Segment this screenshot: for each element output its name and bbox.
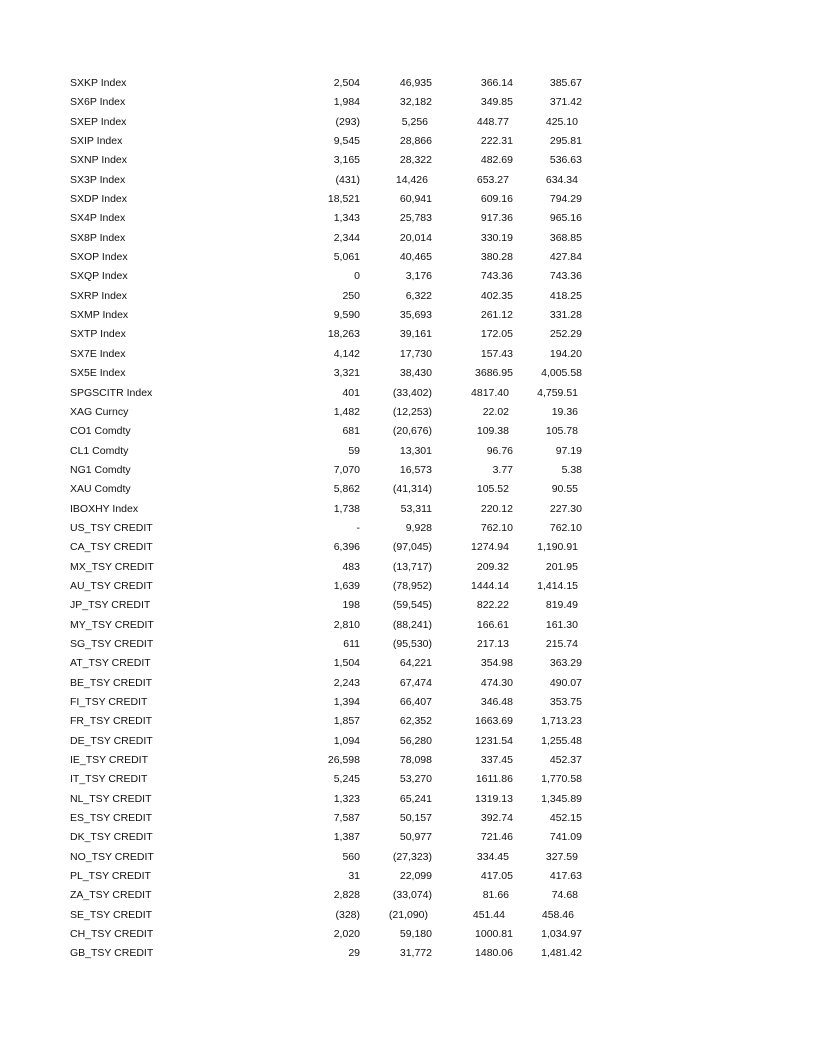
value-a-cell: 9,545 [333, 135, 360, 148]
value-c-cell: 166.61 [476, 618, 509, 631]
value-a-cell: 2,243 [333, 676, 360, 689]
value-c-cell: 380.28 [480, 251, 513, 264]
table-row [70, 906, 590, 925]
value-b-cell: (20,676) [392, 425, 432, 438]
value-a-cell: 7,070 [333, 463, 360, 476]
instrument-name-cell: SX5E Index [70, 367, 126, 380]
instrument-name-cell: NL_TSY CREDIT [70, 792, 152, 805]
table-row [70, 209, 590, 228]
value-b-cell: 3,176 [405, 270, 432, 283]
value-d-cell: 1,255.48 [541, 734, 582, 747]
value-b-cell: 38,430 [399, 367, 432, 380]
value-b-cell: 46,935 [399, 77, 432, 89]
value-a-cell: - [356, 521, 360, 534]
value-a-cell: 1,343 [333, 212, 360, 225]
value-c-cell: 417.05 [480, 870, 513, 883]
value-a-cell: 59 [348, 444, 360, 457]
value-d-cell: 427.84 [549, 251, 582, 264]
table-row [70, 345, 590, 364]
table-row [70, 828, 590, 847]
value-d-cell: 331.28 [549, 309, 582, 322]
table-row [70, 500, 590, 519]
value-d-cell: 201.95 [545, 560, 578, 573]
instrument-name-cell: GB_TSY CREDIT [70, 947, 154, 960]
value-b-cell: (97,045) [392, 541, 432, 554]
instrument-name-cell: JP_TSY CREDIT [70, 599, 151, 612]
table-row [70, 538, 590, 557]
value-d-cell: 363.29 [549, 657, 582, 670]
value-a-cell: 198 [342, 599, 360, 612]
value-c-cell: 653.27 [476, 173, 509, 186]
table-row [70, 751, 590, 770]
instrument-name-cell: IT_TSY CREDIT [70, 773, 148, 786]
value-a-cell: 31 [348, 870, 360, 883]
instrument-name-cell: SX4P Index [70, 212, 126, 225]
value-a-cell: 3,165 [333, 154, 360, 167]
value-c-cell: 261.12 [480, 309, 513, 322]
value-d-cell: 90.55 [551, 483, 578, 496]
value-c-cell: 334.45 [476, 850, 509, 863]
value-a-cell: 1,857 [333, 715, 360, 728]
instrument-name-cell: IBOXHY Index [70, 502, 139, 515]
value-a-cell: 1,738 [333, 502, 360, 515]
value-d-cell: 105.78 [545, 425, 578, 438]
value-d-cell: 743.36 [549, 270, 582, 283]
value-b-cell: (78,952) [392, 579, 432, 592]
instrument-name-cell: CL1 Comdty [70, 444, 129, 457]
value-a-cell: 1,323 [333, 792, 360, 805]
value-c-cell: 22.02 [482, 405, 509, 418]
value-b-cell: (21,090) [388, 908, 428, 921]
value-b-cell: 6,322 [405, 289, 432, 302]
instrument-name-cell: US_TSY CREDIT [70, 521, 153, 534]
table-row [70, 151, 590, 170]
value-a-cell: 0 [354, 270, 360, 283]
value-d-cell: 19.36 [551, 405, 578, 418]
value-b-cell: 50,157 [399, 812, 432, 825]
value-b-cell: (27,323) [392, 850, 432, 863]
value-a-cell: 483 [342, 560, 360, 573]
value-c-cell: 1480.06 [475, 947, 513, 960]
value-c-cell: 1231.54 [475, 734, 513, 747]
value-c-cell: 157.43 [480, 347, 513, 360]
value-c-cell: 3.77 [492, 463, 513, 476]
value-a-cell: 1,639 [333, 579, 360, 592]
value-c-cell: 4817.40 [471, 386, 509, 399]
value-a-cell: 1,482 [333, 405, 360, 418]
value-b-cell: 66,407 [399, 696, 432, 708]
table-row [70, 229, 590, 248]
value-d-cell: 385.67 [549, 77, 582, 89]
value-a-cell: 2,810 [333, 618, 360, 631]
instrument-name-cell: SXRP Index [70, 289, 128, 302]
value-d-cell: 5.38 [561, 463, 582, 476]
table-row [70, 616, 590, 635]
value-b-cell: (33,402) [392, 386, 432, 399]
instrument-name-cell: SXDP Index [70, 193, 128, 206]
value-a-cell: 18,263 [327, 328, 360, 341]
value-d-cell: 368.85 [549, 231, 582, 244]
value-d-cell: 741.09 [549, 831, 582, 844]
instrument-name-cell: CA_TSY CREDIT [70, 541, 153, 554]
value-a-cell: 1,984 [333, 96, 360, 109]
value-d-cell: 353.75 [549, 696, 582, 708]
instrument-name-cell: SG_TSY CREDIT [70, 637, 154, 650]
value-d-cell: 634.34 [545, 173, 578, 186]
value-a-cell: (328) [335, 908, 360, 921]
value-b-cell: 28,866 [399, 135, 432, 148]
value-c-cell: 337.45 [480, 754, 513, 767]
instrument-name-cell: AU_TSY CREDIT [70, 579, 153, 592]
value-d-cell: 819.49 [545, 599, 578, 612]
value-a-cell: 560 [342, 850, 360, 863]
instrument-name-cell: ES_TSY CREDIT [70, 812, 153, 825]
value-c-cell: 392.74 [480, 812, 513, 825]
value-d-cell: 536.63 [549, 154, 582, 167]
value-d-cell: 965.16 [549, 212, 582, 225]
value-b-cell: (13,717) [392, 560, 432, 573]
value-a-cell: 3,321 [333, 367, 360, 380]
value-a-cell: 5,061 [333, 251, 360, 264]
instrument-name-cell: SXNP Index [70, 154, 128, 167]
value-d-cell: 161.30 [545, 618, 578, 631]
value-d-cell: 418.25 [549, 289, 582, 302]
instrument-name-cell: SX8P Index [70, 231, 126, 244]
value-d-cell: 794.29 [549, 193, 582, 206]
value-b-cell: (59,545) [392, 599, 432, 612]
value-c-cell: 1663.69 [475, 715, 513, 728]
value-a-cell: 2,020 [333, 928, 360, 941]
value-c-cell: 1319.13 [475, 792, 513, 805]
table-row [70, 886, 590, 905]
value-d-cell: 371.42 [549, 96, 582, 109]
value-d-cell: 762.10 [549, 521, 582, 534]
value-a-cell: 18,521 [327, 193, 360, 206]
instrument-name-cell: MX_TSY CREDIT [70, 560, 154, 573]
value-a-cell: 1,394 [333, 696, 360, 708]
value-c-cell: 109.38 [476, 425, 509, 438]
value-c-cell: 743.36 [480, 270, 513, 283]
instrument-name-cell: DE_TSY CREDIT [70, 734, 153, 747]
value-d-cell: 490.07 [549, 676, 582, 689]
value-a-cell: 1,504 [333, 657, 360, 670]
instrument-name-cell: ZA_TSY CREDIT [70, 889, 152, 902]
instrument-name-cell: SX6P Index [70, 96, 126, 109]
value-b-cell: 31,772 [399, 947, 432, 960]
value-d-cell: 1,414.15 [537, 579, 578, 592]
value-a-cell: (431) [335, 173, 360, 186]
value-b-cell: 53,311 [400, 502, 432, 515]
instrument-name-cell: SX3P Index [70, 173, 126, 186]
instrument-name-cell: PL_TSY CREDIT [70, 870, 151, 883]
value-c-cell: 609.16 [480, 193, 513, 206]
instrument-name-cell: NO_TSY CREDIT [70, 850, 154, 863]
table-row [70, 267, 590, 286]
value-b-cell: (41,314) [392, 483, 432, 496]
table-row [70, 132, 590, 151]
value-c-cell: 330.19 [480, 231, 513, 244]
value-a-cell: 250 [342, 289, 360, 302]
value-b-cell: 65,241 [399, 792, 432, 805]
value-c-cell: 762.10 [480, 521, 513, 534]
value-a-cell: 4,142 [333, 347, 360, 360]
value-a-cell: 401 [342, 386, 360, 399]
instrument-name-cell: AT_TSY CREDIT [70, 657, 151, 670]
table-row [70, 712, 590, 731]
table-row [70, 384, 590, 403]
value-b-cell: 39,161 [399, 328, 432, 341]
value-d-cell: 4,005.58 [541, 367, 582, 380]
value-d-cell: 327.59 [545, 850, 578, 863]
value-d-cell: 425.10 [545, 115, 578, 128]
instrument-name-cell: NG1 Comdty [70, 463, 131, 476]
value-c-cell: 451.44 [472, 908, 505, 921]
table-row [70, 364, 590, 383]
value-c-cell: 1444.14 [471, 579, 509, 592]
value-a-cell: 7,587 [333, 812, 360, 825]
table-row [70, 867, 590, 886]
value-a-cell: 5,862 [333, 483, 360, 496]
value-b-cell: 78,098 [399, 754, 432, 767]
table-row [70, 770, 590, 789]
instrument-name-cell: CO1 Comdty [70, 425, 131, 438]
instrument-name-cell: FR_TSY CREDIT [70, 715, 153, 728]
instrument-name-cell: BE_TSY CREDIT [70, 676, 153, 689]
instrument-name-cell: SXMP Index [70, 309, 129, 322]
value-c-cell: 346.48 [480, 696, 513, 708]
value-a-cell: 2,828 [333, 889, 360, 902]
instrument-name-cell: IE_TSY CREDIT [70, 754, 148, 767]
table-row [70, 848, 590, 867]
table-row [70, 577, 590, 596]
instrument-name-cell: SXKP Index [70, 77, 127, 89]
value-b-cell: 32,182 [399, 96, 432, 109]
value-c-cell: 209.32 [476, 560, 509, 573]
value-b-cell: 22,099 [399, 870, 432, 883]
value-c-cell: 1611.86 [475, 773, 513, 786]
value-c-cell: 402.35 [480, 289, 513, 302]
value-a-cell: 611 [343, 637, 360, 650]
table-row [70, 306, 590, 325]
value-a-cell: 29 [348, 947, 360, 960]
value-a-cell: 1,094 [333, 734, 360, 747]
instrument-name-cell: SXEP Index [70, 115, 127, 128]
value-b-cell: 5,256 [401, 115, 428, 128]
value-a-cell: 26,598 [327, 754, 360, 767]
table-row [70, 171, 590, 190]
value-a-cell: 2,344 [333, 231, 360, 244]
table-row [70, 809, 590, 828]
data-table [70, 74, 590, 964]
table-row [70, 403, 590, 422]
value-c-cell: 474.30 [480, 676, 513, 689]
value-d-cell: 1,034.97 [541, 928, 582, 941]
value-c-cell: 3686.95 [475, 367, 513, 380]
table-row [70, 925, 590, 944]
value-d-cell: 458.46 [541, 908, 574, 921]
value-c-cell: 448.77 [476, 115, 509, 128]
value-d-cell: 252.29 [549, 328, 582, 341]
value-d-cell: 74.68 [551, 889, 578, 902]
value-c-cell: 822.22 [476, 599, 509, 612]
instrument-name-cell: MY_TSY CREDIT [70, 618, 154, 631]
table-row [70, 732, 590, 751]
value-a-cell: 681 [342, 425, 360, 438]
value-c-cell: 1274.94 [471, 541, 509, 554]
value-b-cell: (95,530) [392, 637, 432, 650]
value-c-cell: 96.76 [486, 444, 513, 457]
table-row [70, 190, 590, 209]
value-b-cell: (12,253) [392, 405, 432, 418]
table-row [70, 422, 590, 441]
table-row [70, 674, 590, 693]
table-row [70, 442, 590, 461]
value-d-cell: 194.20 [549, 347, 582, 360]
table-row [70, 635, 590, 654]
table-row [70, 519, 590, 538]
instrument-name-cell: FI_TSY CREDIT [70, 696, 148, 708]
table-row [70, 944, 590, 963]
value-a-cell: (293) [335, 115, 360, 128]
instrument-name-cell: XAG Curncy [70, 405, 129, 418]
value-b-cell: 59,180 [399, 928, 432, 941]
value-c-cell: 354.98 [480, 657, 513, 670]
value-c-cell: 217.13 [476, 637, 509, 650]
value-c-cell: 366.14 [480, 77, 513, 89]
value-b-cell: 62,352 [399, 715, 432, 728]
value-a-cell: 1,387 [333, 831, 360, 844]
instrument-name-cell: SE_TSY CREDIT [70, 908, 153, 921]
value-d-cell: 215.74 [545, 637, 578, 650]
value-a-cell: 6,396 [333, 541, 360, 554]
value-b-cell: 9,928 [405, 521, 432, 534]
value-c-cell: 81.66 [482, 889, 509, 902]
table-row [70, 654, 590, 673]
table-row [70, 113, 590, 132]
value-d-cell: 452.37 [549, 754, 582, 767]
value-a-cell: 9,590 [333, 309, 360, 322]
value-b-cell: 14,426 [395, 173, 428, 186]
value-b-cell: 35,693 [399, 309, 432, 322]
instrument-name-cell: SPGSCITR Index [70, 386, 153, 399]
value-d-cell: 1,190.91 [537, 541, 578, 554]
value-d-cell: 1,770.58 [541, 773, 582, 786]
instrument-name-cell: SXQP Index [70, 270, 128, 283]
value-b-cell: 25,783 [399, 212, 432, 225]
value-d-cell: 452.15 [549, 812, 582, 825]
table-row [70, 693, 590, 712]
value-b-cell: 17,730 [399, 347, 432, 360]
instrument-name-cell: SXOP Index [70, 251, 128, 264]
table-row [70, 558, 590, 577]
value-b-cell: 67,474 [399, 676, 432, 689]
table-row [70, 74, 590, 93]
value-d-cell: 227.30 [549, 502, 582, 515]
value-d-cell: 417.63 [549, 870, 582, 883]
instrument-name-cell: XAU Comdty [70, 483, 131, 496]
value-b-cell: 53,270 [399, 773, 432, 786]
instrument-name-cell: SXIP Index [70, 135, 123, 148]
value-c-cell: 721.46 [480, 831, 513, 844]
value-b-cell: 20,014 [399, 231, 432, 244]
value-b-cell: 13,301 [399, 444, 432, 457]
value-c-cell: 172.05 [480, 328, 513, 341]
value-c-cell: 482.69 [480, 154, 513, 167]
value-b-cell: 56,280 [399, 734, 432, 747]
value-b-cell: 40,465 [399, 251, 432, 264]
value-b-cell: 28,322 [399, 154, 432, 167]
value-d-cell: 295.81 [549, 135, 582, 148]
value-b-cell: (88,241) [392, 618, 432, 631]
value-d-cell: 1,713.23 [541, 715, 582, 728]
value-d-cell: 1,481.42 [541, 947, 582, 960]
table-row [70, 596, 590, 615]
value-b-cell: 64,221 [399, 657, 432, 670]
value-c-cell: 220.12 [480, 502, 513, 515]
value-b-cell: 50,977 [399, 831, 432, 844]
instrument-name-cell: DK_TSY CREDIT [70, 831, 153, 844]
table-row [70, 287, 590, 306]
value-d-cell: 4,759.51 [537, 386, 578, 399]
value-c-cell: 1000.81 [475, 928, 513, 941]
value-b-cell: 16,573 [399, 463, 432, 476]
value-c-cell: 349.85 [480, 96, 513, 109]
table-row [70, 325, 590, 344]
table-row [70, 461, 590, 480]
instrument-name-cell: SXTP Index [70, 328, 126, 341]
value-c-cell: 222.31 [480, 135, 513, 148]
value-a-cell: 5,245 [333, 773, 360, 786]
table-row [70, 480, 590, 499]
value-b-cell: (33,074) [392, 889, 432, 902]
table-row [70, 790, 590, 809]
table-row [70, 248, 590, 267]
value-c-cell: 105.52 [476, 483, 509, 496]
value-d-cell: 97.19 [555, 444, 582, 457]
value-d-cell: 1,345.89 [541, 792, 582, 805]
instrument-name-cell: SX7E Index [70, 347, 126, 360]
value-c-cell: 917.36 [480, 212, 513, 225]
instrument-name-cell: CH_TSY CREDIT [70, 928, 154, 941]
value-a-cell: 2,504 [333, 77, 360, 89]
table-row [70, 93, 590, 112]
value-b-cell: 60,941 [399, 193, 432, 206]
